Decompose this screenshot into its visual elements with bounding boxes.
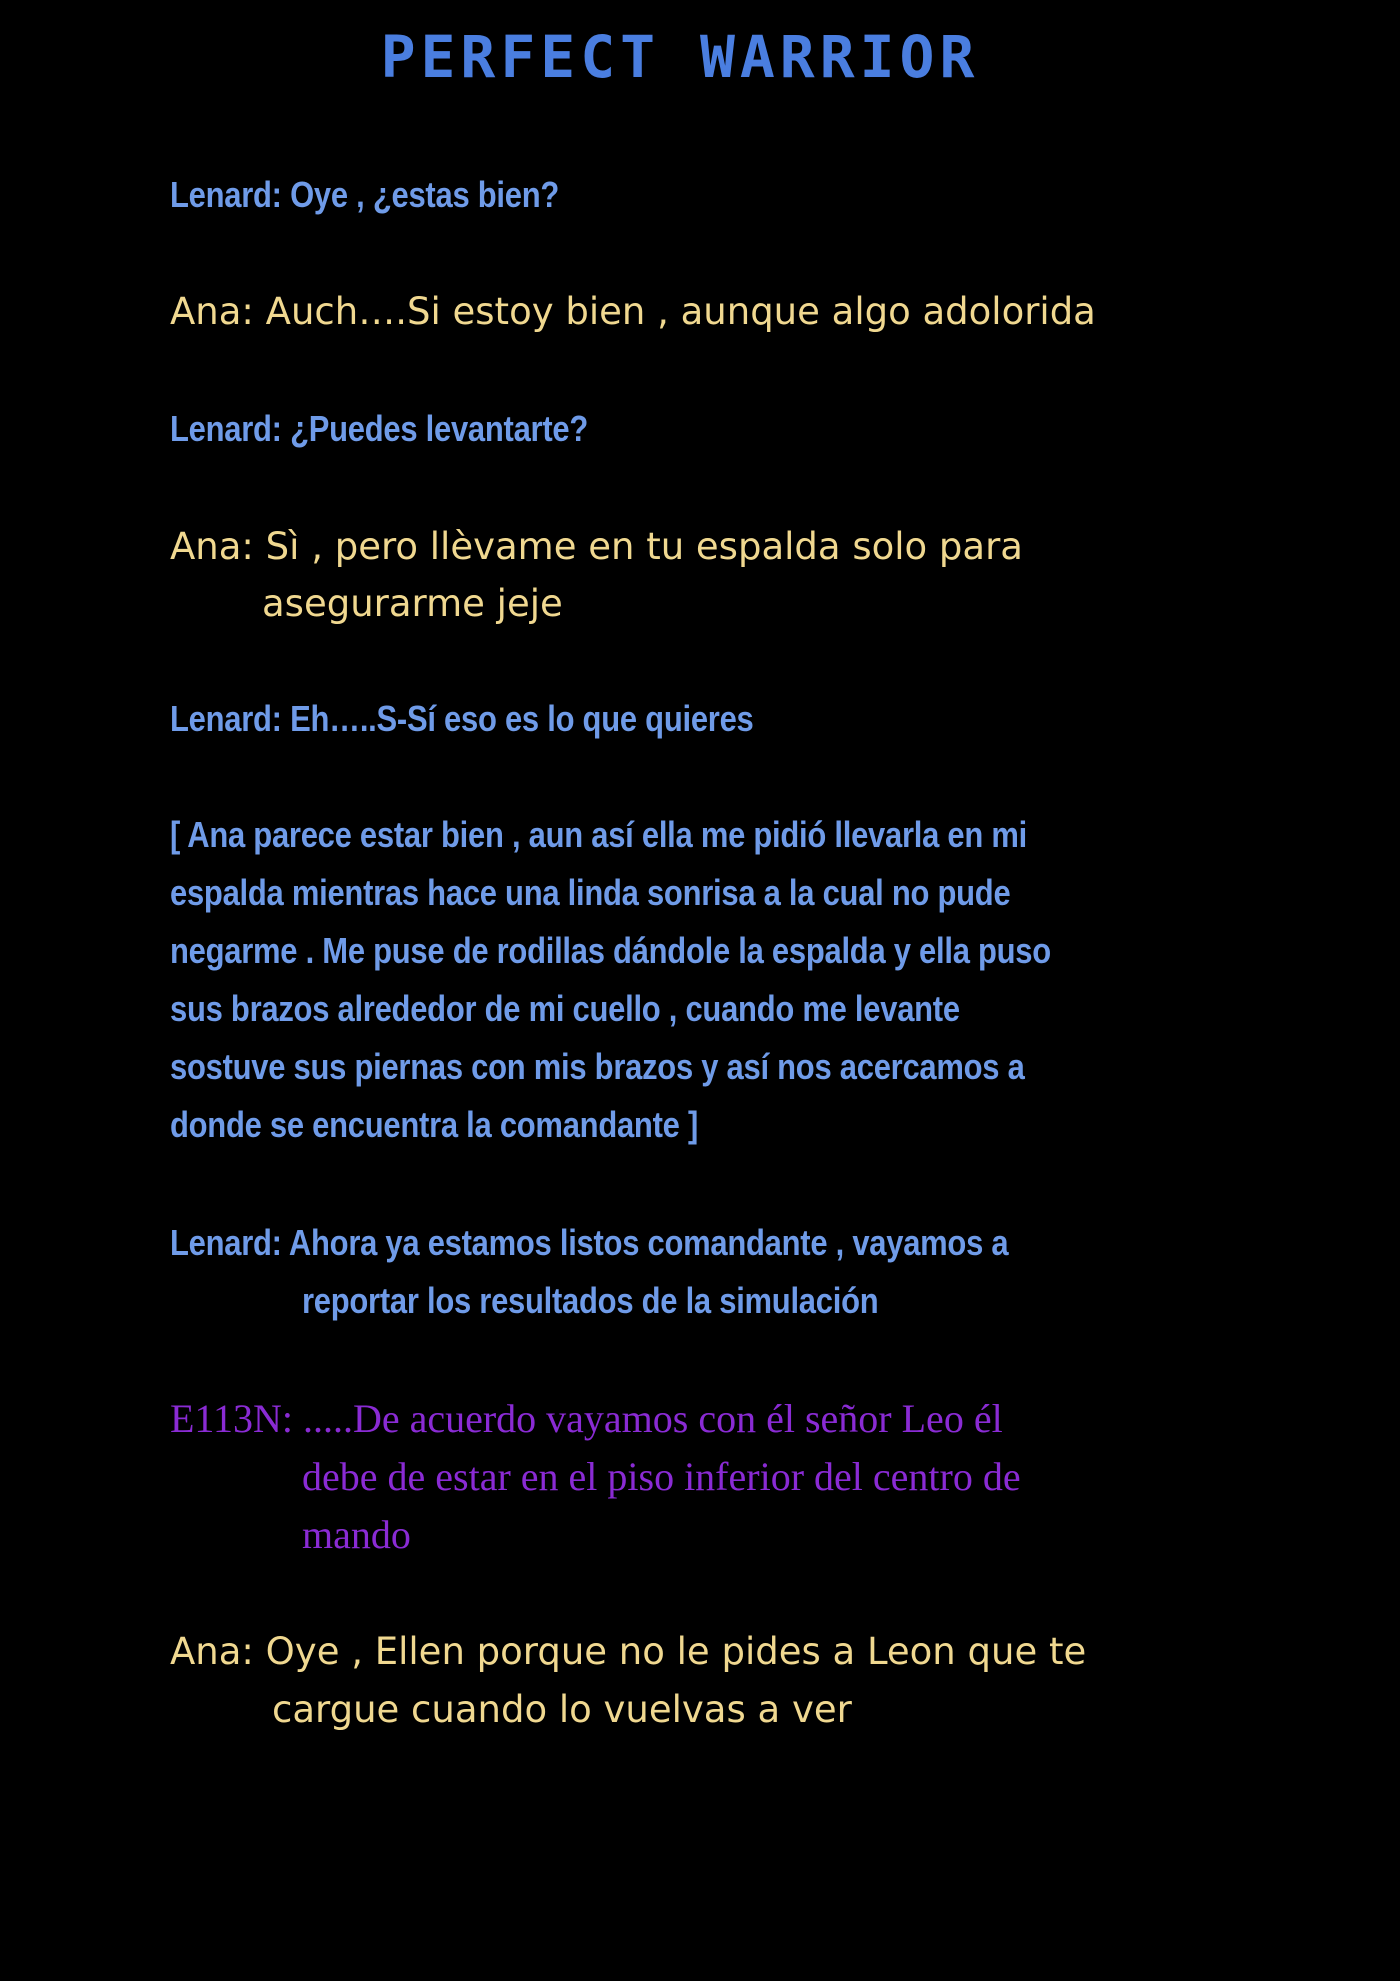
dialogue-text: Oye , ¿estas bien? [290, 174, 560, 215]
narration-line: [ Ana parece estar bien , aun así ella me pidió llevarla en mi [170, 814, 1027, 855]
dialogue-e113n [170, 1390, 1003, 1448]
speaker-label: Lenard: [170, 408, 291, 449]
dialogue-e113n-continuation: debe de estar en el piso inferior del centro de [302, 1454, 1021, 1499]
speaker-label: Lenard: [170, 1222, 289, 1263]
speaker-label: Ana: [170, 290, 266, 333]
speaker-label: Ana: [170, 525, 266, 568]
dialogue-text: Oye , Ellen porque no le pides a Leon que te [265, 1630, 1087, 1673]
dialogue-ana-3 [170, 1623, 1086, 1681]
dialogue-lenard-2 [170, 400, 588, 458]
speaker-label: E113N: [170, 1396, 303, 1441]
dialogue-text: ¿Puedes levantarte? [290, 408, 589, 449]
dialogue-text: Ahora ya estamos listos comandante , vayamos a [288, 1222, 1009, 1263]
narration-line: espalda mientras hace una linda sonrisa a la cual no pude [170, 872, 1011, 913]
narration-line: sostuve sus piernas con mis brazos y así nos acercamos a [170, 1046, 1025, 1087]
dialogue-ana-2 [170, 518, 1023, 576]
dialogue-text: Eh…..S-Sí eso es lo que quieres [290, 698, 754, 739]
dialogue-text: Auch….Si estoy bien , aunque algo adolorida [265, 290, 1096, 333]
dialogue-lenard-1 [170, 166, 559, 224]
speaker-label: Ana: [170, 1630, 266, 1673]
dialogue-ana-2-continuation: asegurarme jeje [262, 582, 563, 625]
dialogue-ana-3-continuation: cargue cuando lo vuelvas a ver [272, 1688, 852, 1731]
dialogue-ana-1 [170, 283, 1096, 341]
dialogue-lenard-3 [170, 690, 753, 748]
dialogue-e113n-continuation: mando [302, 1512, 411, 1557]
narration-block [170, 806, 1051, 1154]
narration-line: negarme . Me puse de rodillas dándole la espalda y ella puso [170, 930, 1051, 971]
speaker-label: Lenard: [170, 698, 291, 739]
dialogue-text: .....De acuerdo vayamos con él señor Leo él [302, 1396, 1003, 1441]
narration-line: sus brazos alrededor de mi cuello , cuando me levante [170, 988, 960, 1029]
page-title: PERFECT WARRIOR [380, 23, 980, 91]
dialogue-text: Sì , pero llèvame en tu espalda solo para [265, 525, 1023, 568]
dialogue-lenard-4-continuation: reportar los resultados de la simulación [302, 1280, 879, 1321]
dialogue-lenard-4 [170, 1214, 1008, 1272]
speaker-label: Lenard: [170, 174, 291, 215]
narration-line: donde se encuentra la comandante ] [170, 1104, 698, 1145]
